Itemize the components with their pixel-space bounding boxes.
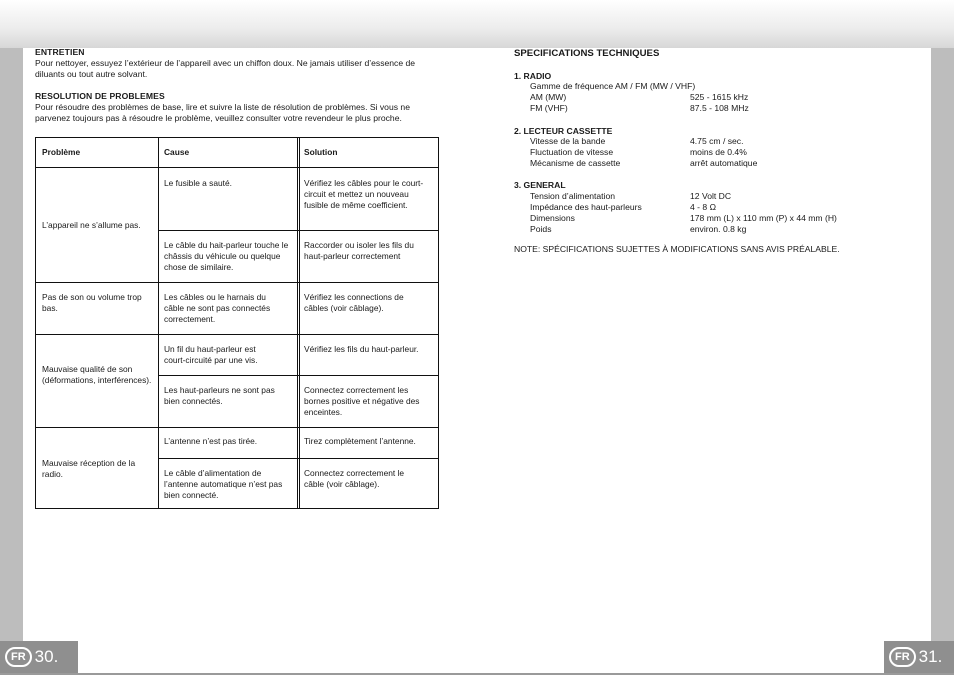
spec-label: Tension d’alimentation xyxy=(530,191,616,201)
page-number-left xyxy=(0,641,78,673)
header-band xyxy=(0,0,954,48)
spec-value: 87.5 - 108 MHz xyxy=(690,103,749,113)
solution-cell: Tirez complètement l’antenne. xyxy=(304,436,416,446)
solution-cell: Connectez correctement les bornes positive et négative des enceintes. xyxy=(304,385,420,417)
spec-label: Dimensions xyxy=(530,213,575,223)
spec-value: 4 - 8 Ω xyxy=(690,202,717,212)
resolution-paragraph: Pour résoudre des problèmes de base, lire et suivre la liste de résolution de problèmes. Si vous ne parvenez toujours pas à résoudre le problème, veuillez consulter votre revendeur le plus proche. xyxy=(35,102,410,123)
solution-cell: Vérifiez les fils du haut-parleur. xyxy=(304,344,419,354)
solution-cell: Raccorder ou isoler les fils du haut-parleur correctement xyxy=(304,240,414,261)
spec-label: FM (VHF) xyxy=(530,103,568,113)
cause-cell: Les câbles ou le harnais du câble ne sont pas connectés correctement. xyxy=(164,292,271,324)
cause-cell: L’antenne n’est pas tirée. xyxy=(164,436,258,446)
spec-value: arrêt automatique xyxy=(690,158,758,168)
page-number: 31. xyxy=(918,647,943,666)
header-cause: Cause xyxy=(164,147,190,157)
spec-label: Poids xyxy=(530,224,552,234)
solution-cell: Vérifiez les connections de câbles (voir câblage). xyxy=(304,292,404,313)
cause-cell: Un fil du haut-parleur est court-circuité par une vis. xyxy=(164,344,258,365)
spec-value: 178 mm (L) x 110 mm (P) x 44 mm (H) xyxy=(690,213,837,223)
spec-label: Impédance des haut-parleurs xyxy=(530,202,642,212)
entretien-heading: ENTRETIEN xyxy=(35,47,85,57)
solution-cell: Connectez correctement le câble (voir câblage). xyxy=(304,468,405,489)
spec-section-heading: 1. RADIO xyxy=(514,71,552,81)
specifications-note: NOTE: SPÉCIFICATIONS SUJETTES À MODIFICATIONS SANS AVIS PRÉALABLE. xyxy=(514,244,840,254)
header-probleme: Problème xyxy=(42,147,81,157)
spec-value: 4.75 cm / sec. xyxy=(690,136,744,146)
page-number-right xyxy=(884,641,954,673)
spec-value: 525 - 1615 kHz xyxy=(690,92,749,102)
cause-cell: Le câble du hait-parleur touche le châssis du véhicule ou quelque chose de similaire. xyxy=(164,240,289,272)
spec-label: Gamme de fréquence AM / FM (MW / VHF) xyxy=(530,81,696,91)
language-badge: FR xyxy=(5,647,32,667)
troubleshooting-table xyxy=(35,137,439,509)
problem-cell: Mauvaise réception de la radio. xyxy=(42,458,136,479)
problem-cell: Pas de son ou volume trop bas. xyxy=(42,292,142,313)
spec-section-heading: 3. GENERAL xyxy=(514,180,566,190)
page-number: 30. xyxy=(34,647,59,666)
header-solution: Solution xyxy=(304,147,338,157)
language-badge: FR xyxy=(889,647,916,667)
spec-label: Mécanisme de cassette xyxy=(530,158,621,168)
problem-cell: Mauvaise qualité de son (déformations, interférences). xyxy=(42,364,152,385)
right-margin-bar xyxy=(931,48,954,673)
left-margin-bar xyxy=(0,48,23,673)
specifications-title: SPECIFICATIONS TECHNIQUES xyxy=(514,48,660,59)
spec-label: Vitesse de la bande xyxy=(530,136,606,146)
spec-label: AM (MW) xyxy=(530,92,567,102)
spec-value: environ. 0.8 kg xyxy=(690,224,747,234)
cause-cell: Les haut-parleurs ne sont pas bien connectés. xyxy=(164,385,275,406)
resolution-heading: RESOLUTION DE PROBLEMES xyxy=(35,91,165,101)
solution-cell: Vérifiez les câbles pour le court-circuit et mettez un nouveau fusible de même coefficient. xyxy=(304,178,424,210)
entretien-paragraph: Pour nettoyer, essuyez l’extérieur de l’appareil avec un chiffon doux. Ne jamais utiliser d’essence de diluants ou tout autre solvant. xyxy=(35,58,416,79)
cause-cell: Le fusible a sauté. xyxy=(164,178,232,188)
spec-section-heading: 2. LECTEUR CASSETTE xyxy=(514,126,613,136)
problem-cell: L’appareil ne s’allume pas. xyxy=(42,220,141,230)
spec-value: 12 Volt DC xyxy=(690,191,732,201)
cause-cell: Le câble d’alimentation de l’antenne automatique n’est pas bien connecté. xyxy=(164,468,283,500)
spec-value: moins de 0.4% xyxy=(690,147,747,157)
spec-label: Fluctuation de vitesse xyxy=(530,147,614,157)
